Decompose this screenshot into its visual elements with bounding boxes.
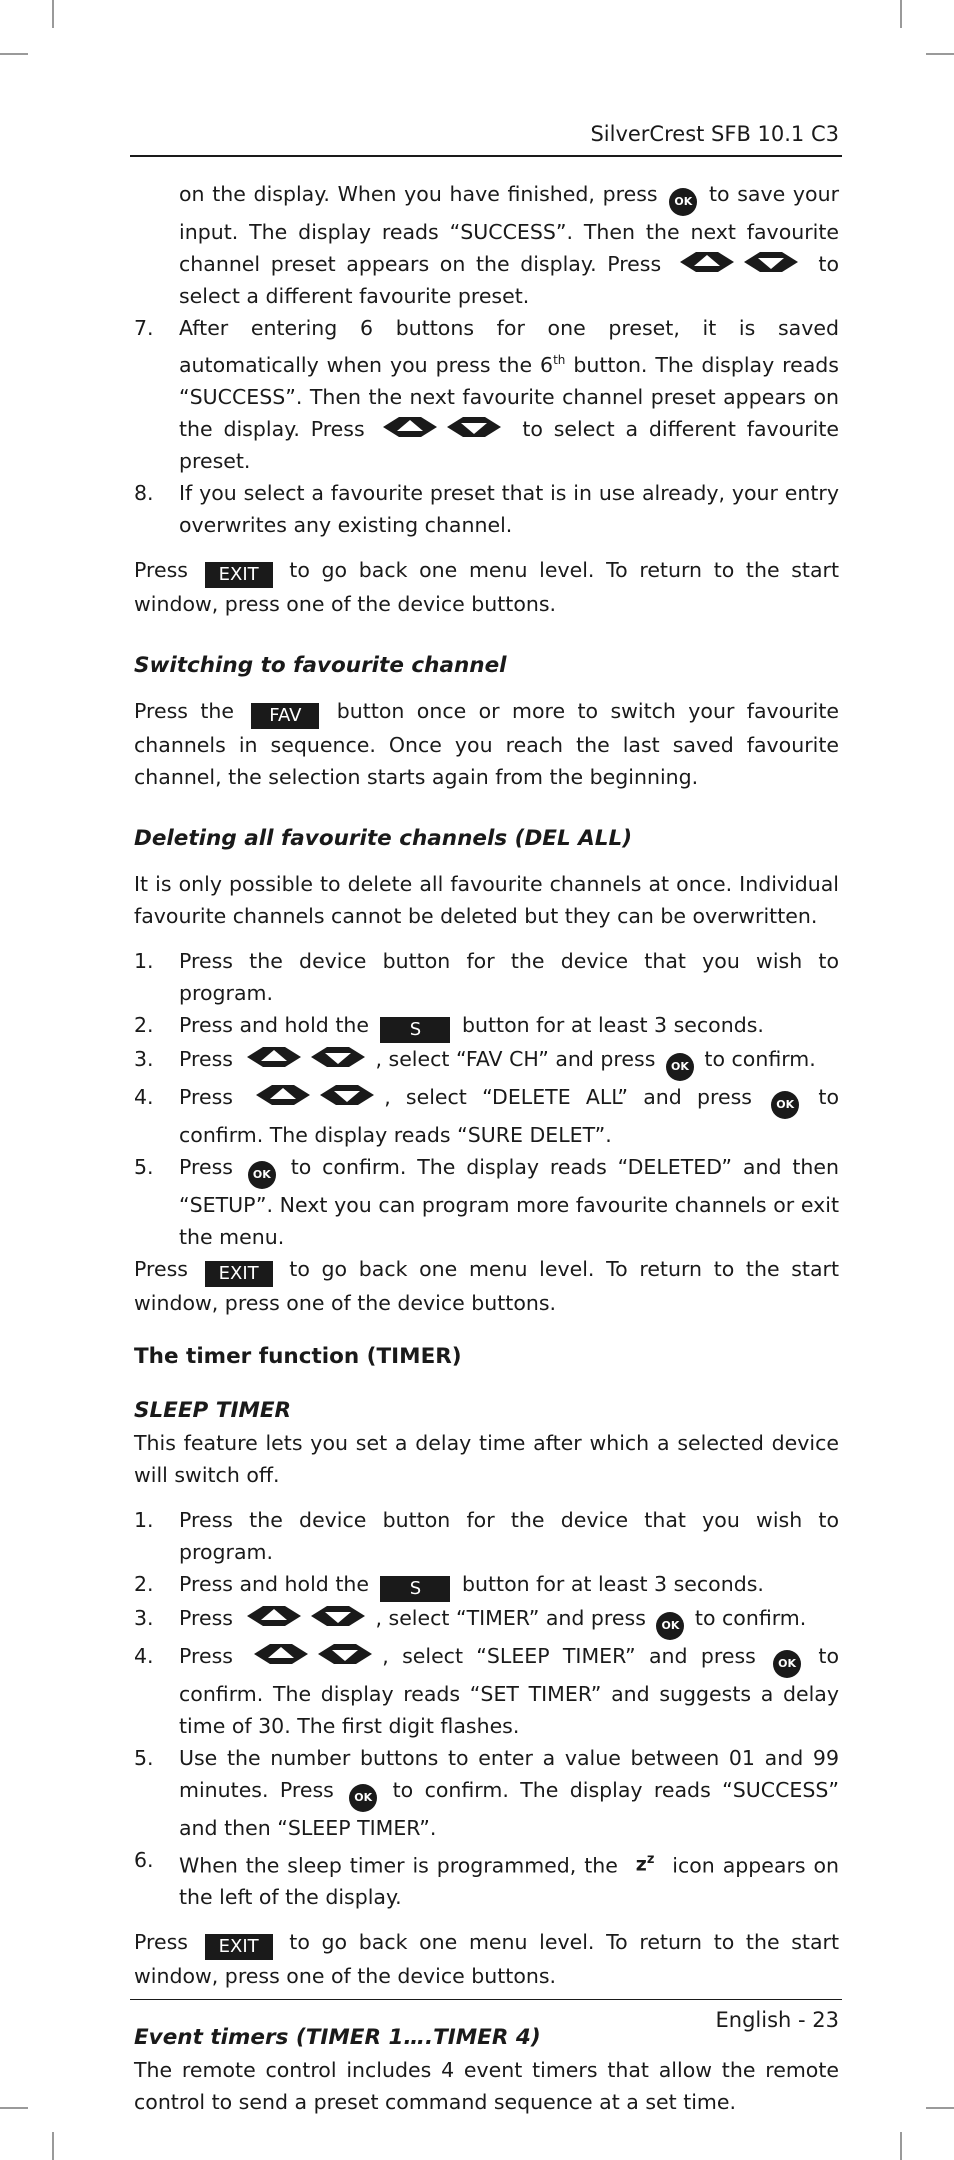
up-down-arrows-icon xyxy=(241,1044,373,1070)
page-content xyxy=(134,178,839,2118)
timer-steps xyxy=(134,1504,839,1913)
item-text: icon appears on the left of the display. xyxy=(179,1853,839,1910)
item-number: 4. xyxy=(134,1084,154,1109)
item-text: to confirm. xyxy=(688,1605,807,1630)
exit-button-icon: EXIT xyxy=(205,1261,273,1287)
exit-note-text: Press xyxy=(134,1930,200,1955)
intro-text-3: to select a different favourite preset. xyxy=(179,252,839,308)
up-down-arrows-icon xyxy=(248,1641,380,1667)
s-button-icon: S xyxy=(380,1576,450,1602)
item-number: 2. xyxy=(134,1571,154,1596)
item-text: Press xyxy=(179,1643,247,1668)
item-text: , select “SLEEP TIMER” and press xyxy=(382,1643,770,1668)
item-text: to confirm. The display reads “DELETED” and then “SETUP”. Next you can program more favourite channels or exit the menu. xyxy=(179,1154,839,1249)
section-heading-event-timers: Event timers (TIMER 1….TIMER 4) xyxy=(134,2025,541,2051)
item-text: Press xyxy=(179,1084,249,1109)
item-number: 8. xyxy=(134,480,154,505)
crop-mark xyxy=(0,53,28,55)
list-item xyxy=(134,477,839,541)
item-text: After entering 6 buttons for one preset, it is saved automatically when you press the 6 xyxy=(179,316,839,377)
item-text: to confirm. The display reads “SURE DELET”. xyxy=(179,1084,839,1147)
ok-icon: OK xyxy=(771,1091,799,1119)
list-item xyxy=(134,1602,839,1640)
page-header: SilverCrest SFB 10.1 C3 xyxy=(590,122,839,146)
up-down-arrows-icon xyxy=(250,1082,382,1108)
deleting-intro: It is only possible to delete all favourite channels at once. Individual favourite channels cannot be deleted but they can be overwritten. xyxy=(134,871,839,928)
item-text: to select a different favourite preset. xyxy=(179,416,839,473)
exit-note-text: to go back one menu level. To return to the start window, press one of the device buttons. xyxy=(134,1930,839,1989)
list-item xyxy=(134,312,839,477)
intro-paragraph xyxy=(134,178,839,312)
item-number: 1. xyxy=(134,948,154,973)
crop-mark xyxy=(52,2132,54,2160)
event-paragraph: The remote control includes 4 event timers that allow the remote control to send a preset command sequence at a set time. xyxy=(134,2058,839,2115)
list-item xyxy=(134,1151,839,1253)
item-number: 3. xyxy=(134,1605,154,1630)
timer-intro: This feature lets you set a delay time after which a selected device will switch off. xyxy=(134,1430,839,1487)
item-text: , select “FAV CH” and press xyxy=(375,1046,662,1071)
section-heading-deleting: Deleting all favourite channels (DEL ALL) xyxy=(134,825,633,851)
list-item xyxy=(134,945,839,1009)
ok-icon: OK xyxy=(349,1784,377,1812)
item-number: 5. xyxy=(134,1154,154,1179)
item-number: 2. xyxy=(134,1012,154,1037)
item-text: Press xyxy=(179,1605,240,1630)
switching-text: Press the xyxy=(134,698,247,723)
item-text: Press the device button for the device that you wish to program. xyxy=(179,948,839,1005)
crop-mark xyxy=(52,0,54,28)
item-number: 5. xyxy=(134,1745,154,1770)
footer-rule xyxy=(130,1999,842,2000)
section-heading-switching: Switching to favourite channel xyxy=(134,652,507,678)
item-text: to confirm. xyxy=(697,1046,816,1071)
deleting-steps xyxy=(134,945,839,1253)
up-down-arrows-icon xyxy=(377,414,509,440)
intro-list xyxy=(134,312,839,541)
fav-button-icon: FAV xyxy=(251,703,319,729)
crop-mark xyxy=(900,0,902,28)
item-text: Press xyxy=(179,1154,244,1179)
list-item xyxy=(134,1043,839,1081)
exit-note xyxy=(134,1926,839,1992)
exit-note-text: to go back one menu level. To return to the start window, press one of the device buttons. xyxy=(134,557,839,616)
zz-letter: z xyxy=(635,1853,647,1876)
crop-mark xyxy=(926,53,954,55)
exit-note-text: Press xyxy=(134,557,200,582)
item-text: to confirm. The display reads “SET TIMER” and suggests a delay time of 30. The first digit flashes. xyxy=(179,1643,839,1738)
crop-mark xyxy=(0,2107,28,2109)
exit-button-icon: EXIT xyxy=(205,1934,273,1960)
sleep-zz-icon xyxy=(636,1844,655,1880)
crop-mark xyxy=(900,2132,902,2160)
item-text: to confirm. The display reads “SUCCESS” and then “SLEEP TIMER”. xyxy=(179,1777,839,1840)
switching-paragraph xyxy=(134,695,839,793)
item-text: Press xyxy=(179,1046,240,1071)
item-text: Press and hold the xyxy=(179,1012,376,1037)
list-item xyxy=(134,1568,839,1602)
list-item xyxy=(134,1844,839,1913)
item-text: Press the device button for the device that you wish to program. xyxy=(179,1507,839,1564)
list-item xyxy=(134,1081,839,1151)
item-number: 3. xyxy=(134,1046,154,1071)
header-rule xyxy=(130,155,842,157)
list-item xyxy=(134,1742,839,1844)
up-down-arrows-icon xyxy=(241,1603,373,1629)
item-text: button. The display reads “SUCCESS”. Then the next favourite channel preset appears on the display. Press xyxy=(179,352,839,441)
page-footer: English - 23 xyxy=(715,2008,839,2032)
ok-icon: OK xyxy=(656,1612,684,1640)
item-text: If you select a favourite preset that is in use already, your entry overwrites any existing channel. xyxy=(179,480,839,537)
switching-text: button once or more to switch your favourite channels in sequence. Once you reach the last saved favourite channel, the selection starts again from the beginning. xyxy=(134,698,839,789)
item-text: button for at least 3 seconds. xyxy=(455,1571,764,1596)
item-text: Press and hold the xyxy=(179,1571,376,1596)
item-number: 7. xyxy=(134,316,154,340)
crop-mark xyxy=(926,2107,954,2109)
section-heading-timer: The timer function (TIMER) xyxy=(134,1343,462,1369)
up-down-arrows-icon xyxy=(674,249,806,275)
item-number: 4. xyxy=(134,1643,154,1668)
exit-note-text: to go back one menu level. To return to the start window, press one of the device buttons. xyxy=(134,1256,839,1315)
ok-icon: OK xyxy=(666,1053,694,1081)
exit-note xyxy=(134,1253,839,1319)
list-item xyxy=(134,1640,839,1742)
exit-note xyxy=(134,554,839,620)
exit-note-text: Press xyxy=(134,1256,200,1281)
ok-icon: OK xyxy=(773,1650,801,1678)
intro-text-1: on the display. When you have finished, press xyxy=(179,182,666,206)
list-item xyxy=(134,1504,839,1568)
item-text: , select “TIMER” and press xyxy=(375,1605,653,1630)
item-number: 1. xyxy=(134,1507,154,1532)
zz-letter-sup: z xyxy=(646,1851,655,1867)
ok-icon: OK xyxy=(669,188,697,216)
item-text: button for at least 3 seconds. xyxy=(455,1012,764,1037)
ok-icon: OK xyxy=(248,1161,276,1189)
s-button-icon: S xyxy=(380,1017,450,1043)
item-number: 6. xyxy=(134,1847,154,1872)
subsection-heading-sleep-timer: SLEEP TIMER xyxy=(134,1397,292,1423)
item-sup: th xyxy=(553,353,566,367)
exit-button-icon: EXIT xyxy=(205,562,273,588)
item-text: When the sleep timer is programmed, the xyxy=(179,1853,626,1878)
item-text: Use the number buttons to enter a value between 01 and 99 minutes. Press xyxy=(179,1745,839,1802)
item-text: , select “DELETE ALL” and press xyxy=(384,1084,768,1109)
intro-text-2: to save your input. The display reads “SUCCESS”. Then the next favourite channel preset appears on the display. Press xyxy=(179,182,840,276)
list-item xyxy=(134,1009,839,1043)
